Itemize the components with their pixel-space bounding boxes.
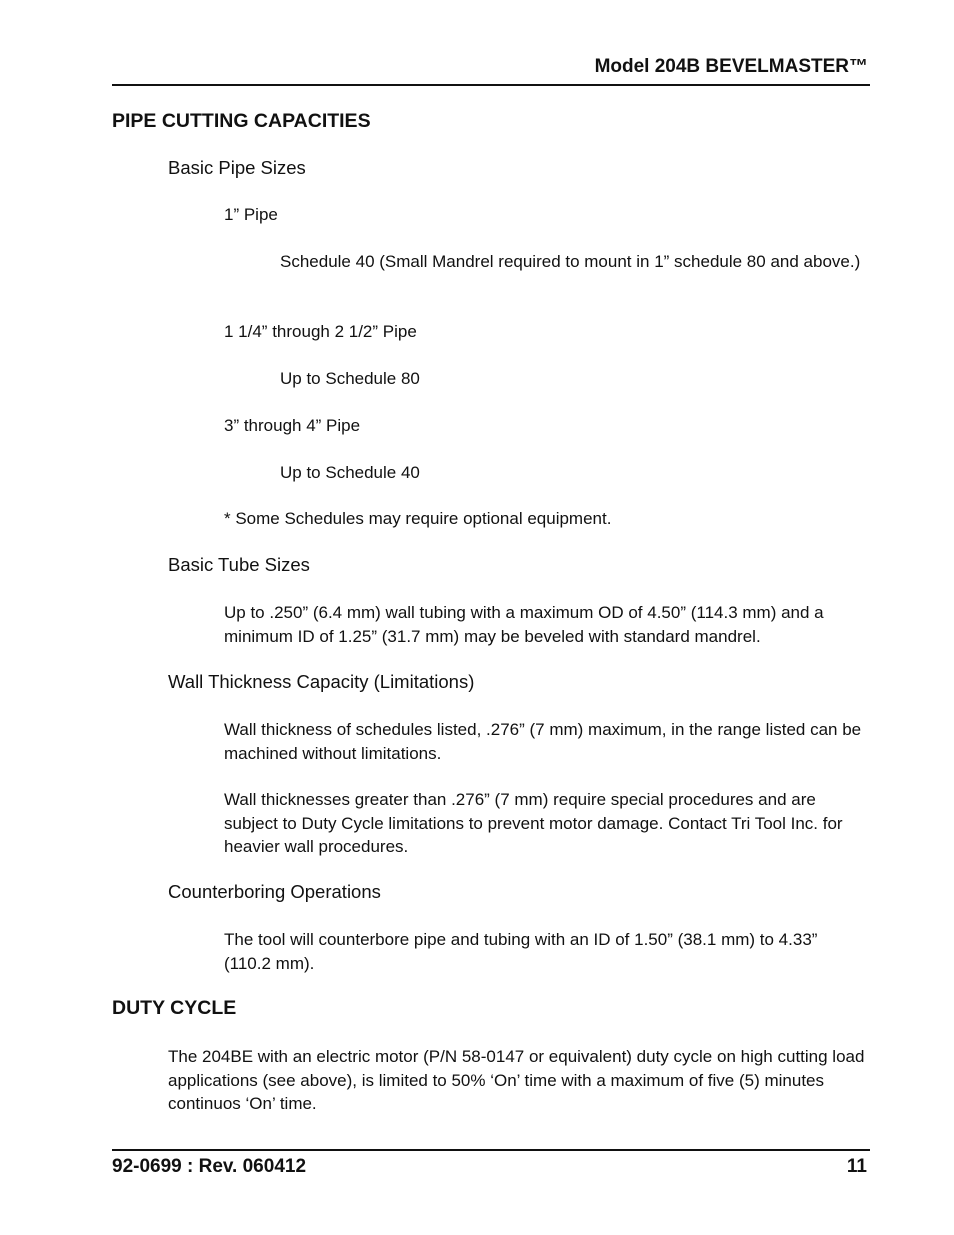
footer-page-number: 11 — [846, 1156, 867, 1177]
heading-pipe-cutting-capacities: PIPE CUTTING CAPACITIES — [112, 110, 371, 132]
subheading-wall-thickness: Wall Thickness Capacity (Limitations) — [168, 671, 475, 692]
footer-doc-number: 92-0699 : Rev. 060412 — [112, 1156, 307, 1177]
subheading-basic-pipe-sizes: Basic Pipe Sizes — [168, 157, 306, 178]
wall-thickness-text-2: Wall thicknesses greater than .276” (7 mm) require special procedures and are subject to Duty Cycle limitations to prevent motor damage. Contact Tri Tool Inc. for heavier wall procedures. — [224, 790, 843, 856]
pipe-2-label: 1 1/4” through 2 1/2” Pipe — [224, 322, 417, 341]
heading-duty-cycle: DUTY CYCLE — [112, 997, 237, 1019]
tube-sizes-text: Up to .250” (6.4 mm) wall tubing with a maximum OD of 4.50” (114.3 mm) and a minimum ID of 1.25” (31.7 mm) may be beveled with standard mandrel. — [224, 603, 824, 646]
pipe-1-detail: Schedule 40 (Small Mandrel required to mount in 1” schedule 80 and above.) — [280, 252, 861, 271]
subheading-basic-tube-sizes: Basic Tube Sizes — [168, 554, 310, 575]
footer-rule — [112, 1149, 870, 1151]
schedules-note: * Some Schedules may require optional equipment. — [224, 509, 612, 528]
counterboring-text: The tool will counterbore pipe and tubing with an ID of 1.50” (38.1 mm) to 4.33” (110.2 mm). — [224, 930, 818, 973]
pipe-3-detail: Up to Schedule 40 — [280, 463, 420, 482]
duty-cycle-text: The 204BE with an electric motor (P/N 58-0147 or equivalent) duty cycle on high cutting load applications (see above), is limited to 50% ‘On’ time with a maximum of five (5) minutes continuos ‘On’ time. — [168, 1047, 865, 1113]
pipe-3-label: 3” through 4” Pipe — [224, 416, 361, 435]
pipe-2-detail: Up to Schedule 80 — [280, 369, 420, 388]
wall-thickness-text-1: Wall thickness of schedules listed, .276” (7 mm) maximum, in the range listed can be machined without limitations. — [224, 720, 862, 763]
header-rule — [112, 84, 870, 86]
subheading-counterboring: Counterboring Operations — [168, 881, 381, 902]
pipe-1-label: 1” Pipe — [224, 205, 278, 224]
header-title: Model 204B BEVELMASTER™ — [594, 56, 868, 77]
